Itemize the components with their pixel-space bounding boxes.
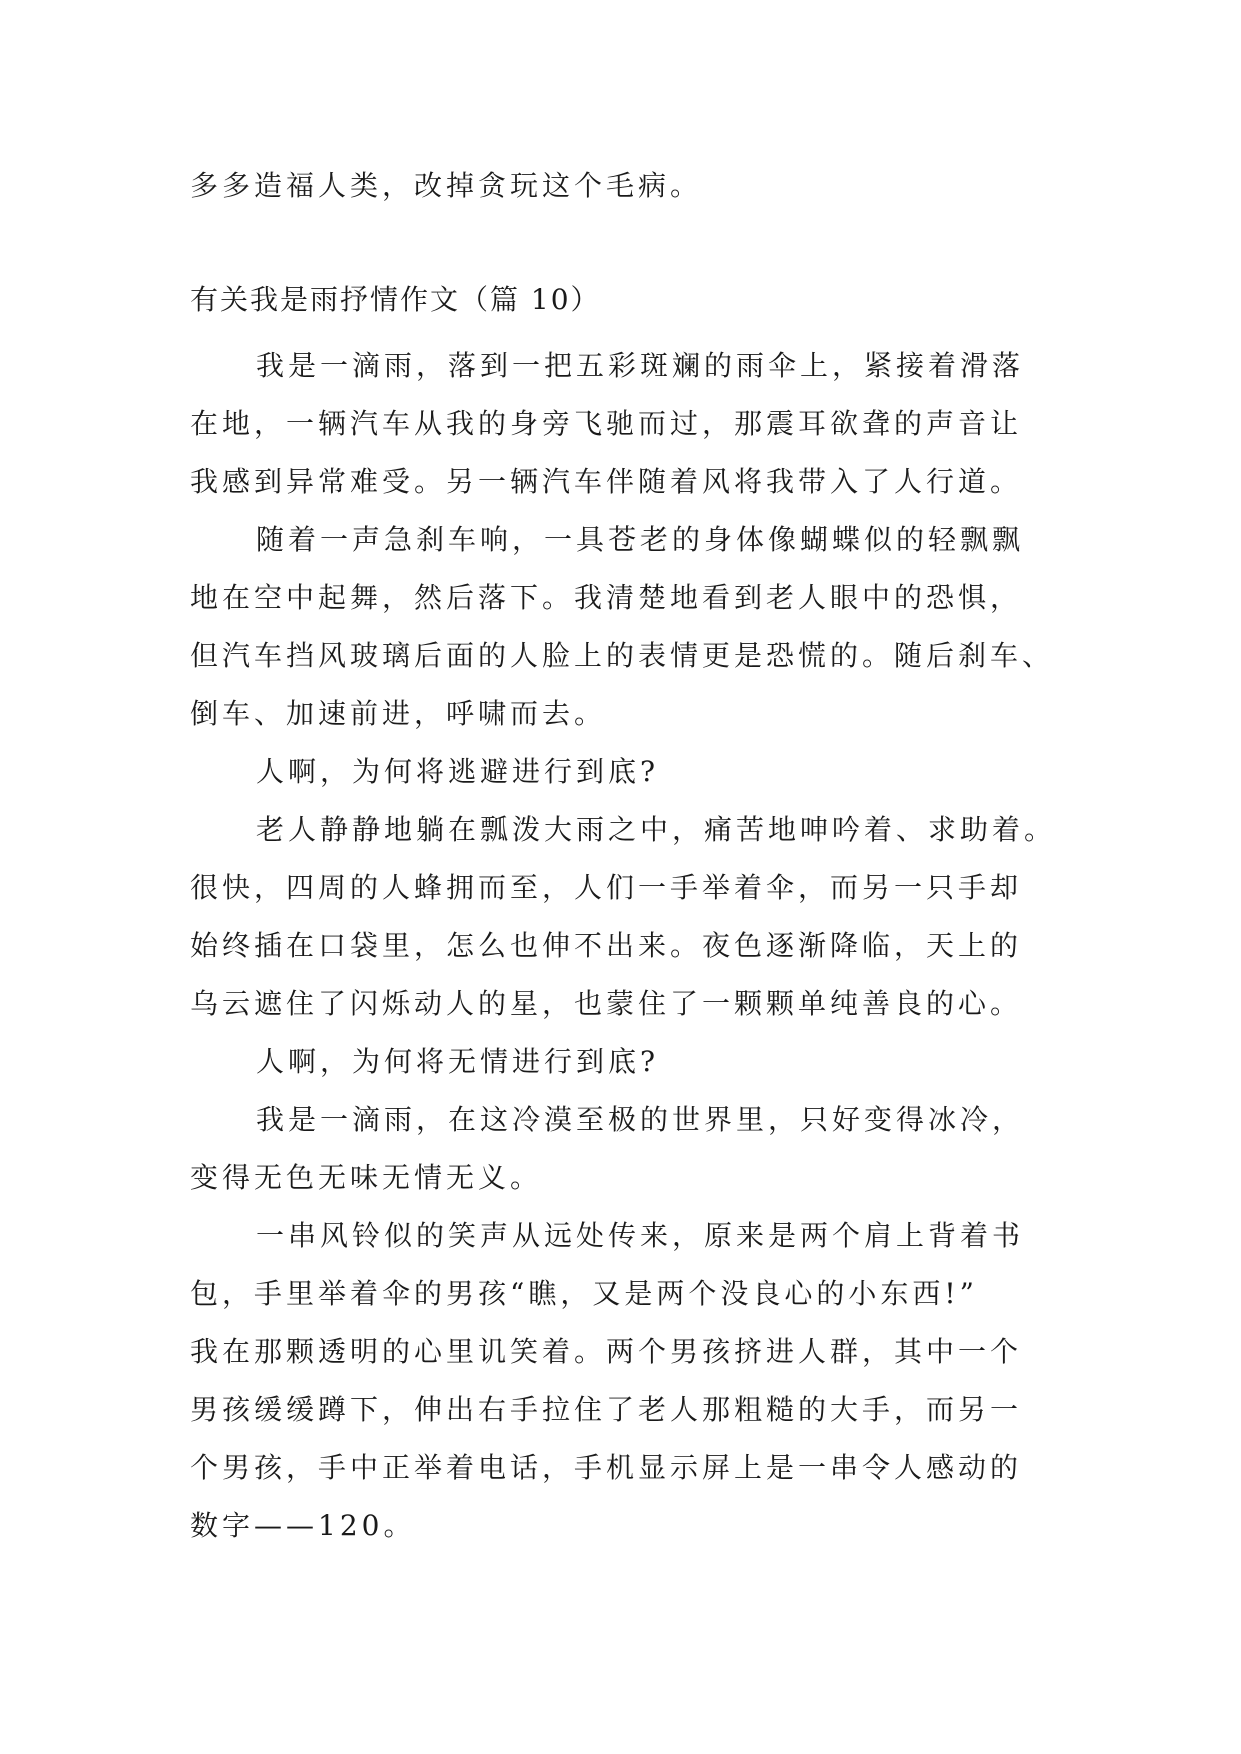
text-line: 但汽车挡风玻璃后面的人脸上的表情更是恐慌的。随后刹车、 [190,639,1055,672]
text-line: 一串风铃似的笑声从远处传来，原来是两个肩上背着书 [256,1219,1025,1252]
article-heading: 有关我是雨抒情作文（篇 10） [190,283,601,316]
text-line: 人啊，为何将无情进行到底? [256,1045,660,1078]
text-line: 人啊，为何将逃避进行到底? [256,755,660,788]
text-line: 随着一声急刹车响，一具苍老的身体像蝴蝶似的轻飘飘 [256,523,1025,556]
text-line: 我感到异常难受。另一辆汽车伴随着风将我带入了人行道。 [190,465,1023,498]
text-line: 很快，四周的人蜂拥而至，人们一手举着伞，而另一只手却 [190,871,1023,904]
text-line: 我是一滴雨，落到一把五彩斑斓的雨伞上，紧接着滑落 [256,349,1025,382]
text-line: 包，手里举着伞的男孩“瞧，又是两个没良心的小东西!” [190,1277,978,1310]
text-line: 倒车、加速前进，呼啸而去。 [190,697,607,730]
text-line: 变得无色无味无情无义。 [190,1161,543,1194]
text-line: 乌云遮住了闪烁动人的星，也蒙住了一颗颗单纯善良的心。 [190,987,1023,1020]
text-line: 我在那颗透明的心里讥笑着。两个男孩挤进人群，其中一个 [190,1335,1023,1368]
text-line: 我是一滴雨，在这冷漠至极的世界里，只好变得冰冷， [256,1103,1025,1136]
text-line: 男孩缓缓蹲下，伸出右手拉住了老人那粗糙的大手，而另一 [190,1393,1023,1426]
text-line: 始终插在口袋里，怎么也伸不出来。夜色逐渐降临，天上的 [190,929,1023,962]
text-line: 数字——120。 [190,1509,416,1542]
text-line: 地在空中起舞，然后落下。我清楚地看到老人眼中的恐惧， [190,581,1023,614]
text-line: 在地，一辆汽车从我的身旁飞驰而过，那震耳欲聋的声音让 [190,407,1023,440]
text-line: 老人静静地躺在瓢泼大雨之中，痛苦地呻吟着、求助着。 [256,813,1057,846]
text-line: 多多造福人类，改掉贪玩这个毛病。 [190,169,703,202]
text-line: 个男孩，手中正举着电话，手机显示屏上是一串令人感动的 [190,1451,1023,1484]
